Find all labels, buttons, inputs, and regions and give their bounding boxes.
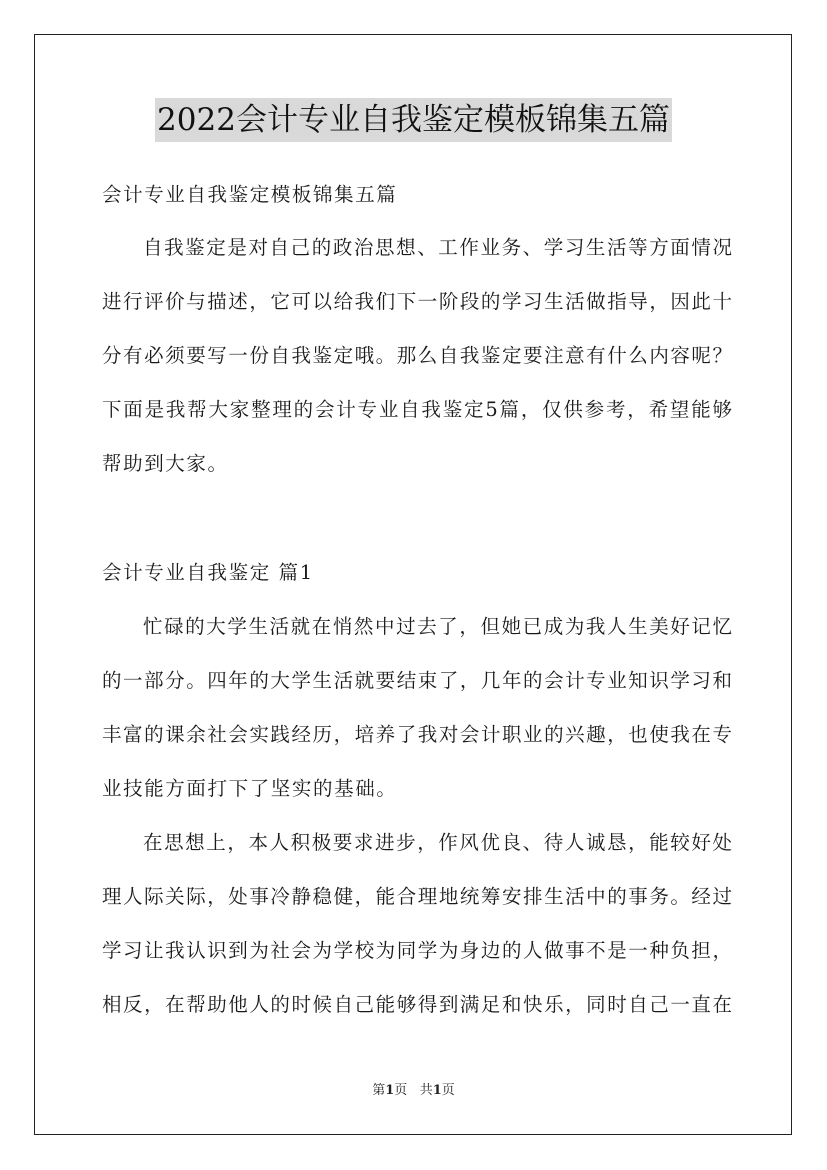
section-heading: 会计专业自我鉴定 篇1 <box>102 561 314 584</box>
page-footer <box>0 1082 827 1100</box>
page-label: 页 <box>394 1083 408 1098</box>
intro-line: 下面是我帮大家整理的会计专业自我鉴定5篇，仅供参考，希望能够 <box>102 398 732 421</box>
intro-line: 进行评价与描述，它可以给我们下一阶段的学习生活做指导，因此十 <box>102 290 732 313</box>
paragraph-line: 在思想上，本人积极要求进步，作风优良、待人诚恳，能较好处 <box>143 831 732 854</box>
paragraph-line: 的一部分。四年的大学生活就要结束了，几年的会计专业知识学习和 <box>102 669 732 692</box>
paragraph-line: 学习让我认识到为社会为学校为同学为身边的人做事不是一种负担， <box>102 939 732 962</box>
paragraph-line: 相反，在帮助他人的时候自己能够得到满足和快乐，同时自己一直在 <box>102 993 732 1016</box>
paragraph-line: 业技能方面打下了坚实的基础。 <box>102 777 398 800</box>
document-title: 2022会计专业自我鉴定模板锦集五篇 <box>155 98 672 142</box>
intro-line: 分有必须要写一份自我鉴定哦。那么自我鉴定要注意有什么内容呢？ <box>102 344 732 367</box>
paragraph-line: 丰富的课余社会实践经历，培养了我对会计职业的兴趣，也使我在专 <box>102 723 732 746</box>
intro-line: 帮助到大家。 <box>102 452 229 475</box>
page-prefix: 第 <box>372 1083 386 1098</box>
total-label: 页 <box>441 1083 455 1098</box>
title-container <box>0 98 827 142</box>
total-pages: 1 <box>432 1083 442 1098</box>
document-subtitle: 会计专业自我鉴定模板锦集五篇 <box>102 183 398 206</box>
paragraph-line: 理人际关际，处事冷静稳健，能合理地统筹安排生活中的事务。经过 <box>102 885 732 908</box>
page-number: 1 <box>385 1083 395 1098</box>
total-prefix: 共 <box>419 1083 433 1098</box>
paragraph-line: 忙碌的大学生活就在悄然中过去了，但她已成为我人生美好记忆 <box>143 615 732 638</box>
intro-line: 自我鉴定是对自己的政治思想、工作业务、学习生活等方面情况 <box>143 236 732 259</box>
